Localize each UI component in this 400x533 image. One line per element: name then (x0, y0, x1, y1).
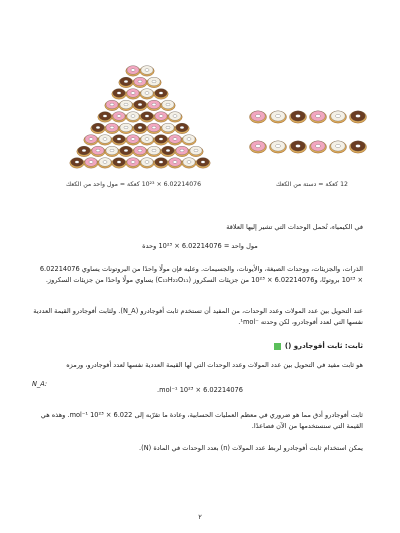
donut-icon (133, 100, 147, 111)
donut-icon (350, 141, 367, 153)
donut-icon (98, 135, 112, 146)
donut-icon (70, 158, 84, 169)
donut-icon (119, 146, 133, 157)
donut-icon (168, 158, 182, 169)
donut-icon (330, 111, 347, 123)
donut-icon (161, 146, 175, 157)
intro-paragraph: في الكيمياء، تُحمل الوحدات التي تشير إليها العلاقة (226, 223, 363, 231)
donut-icon (133, 146, 147, 157)
constant-heading (274, 342, 363, 350)
caption-dozen: 12 كعكة = دستة من الكعك (276, 181, 348, 188)
donut-icon (112, 89, 126, 100)
formula-one-mole: مول واحد = 6.02214076 × 10²³ وحدة (142, 242, 258, 250)
donut-icon (154, 135, 168, 146)
paragraph-particles: الذرات، والجزيئات، ووحدات الصيغة، والأيونات، والجسيمات. وعليه فإن مولًا واحدًا من البروتونات يساوي 6.02214076 × 10²³ بروتونًا، و6.02214076 × 10²³ من جزيئات السكروز (C₁₂H₂₂O₁₁) يساوي مولًا واحدًا من جزيئات السكروز. (39, 265, 363, 284)
donut-icon (147, 146, 161, 157)
donut-icon (250, 141, 267, 153)
donut-icon (140, 66, 154, 77)
donut-dozen-image (248, 98, 368, 178)
donut-icon (126, 89, 140, 100)
donut-icon (175, 123, 189, 134)
donut-icon (168, 135, 182, 146)
donut-icon (140, 135, 154, 146)
paragraph-rounding: ثابت أفوجادرو أدق مما هو ضروري في معظم العمليات الحسابية، وعادة ما تقرّبه إلى 6.022 × 10²³ mol⁻¹. وهذه هي القيمة التي سنستخدمها من الآن فصاعدًا. (40, 411, 363, 430)
page-number: ٢ (198, 513, 202, 521)
donut-icon (105, 100, 119, 111)
donut-icon (112, 112, 126, 123)
donut-icon (330, 141, 347, 153)
donut-icon (77, 146, 91, 157)
donut-icon (126, 66, 140, 77)
donut-icon (91, 123, 105, 134)
constant-heading-text: ثابت: ثابت أفوجادرو () (284, 342, 363, 350)
donut-icon (154, 112, 168, 123)
donut-icon (126, 158, 140, 169)
donut-icon (310, 111, 327, 123)
donut-icon (147, 123, 161, 134)
donut-icon (161, 123, 175, 134)
donut-icon (196, 158, 210, 169)
donut-icon (182, 158, 196, 169)
donut-icon (290, 111, 307, 123)
donut-icon (154, 89, 168, 100)
green-square-icon (274, 343, 281, 350)
donut-icon (91, 146, 105, 157)
donut-icon (84, 158, 98, 169)
donut-icon (84, 135, 98, 146)
donut-icon (126, 135, 140, 146)
donut-icon (133, 123, 147, 134)
donut-icon (189, 146, 203, 157)
donut-icon (119, 123, 133, 134)
donut-icon (133, 77, 147, 88)
donut-pyramid-image (60, 60, 220, 180)
donut-icon (105, 123, 119, 134)
donut-icon (126, 112, 140, 123)
donut-icon (105, 146, 119, 157)
avogadro-formula: 6.02214076 × 10²³ mol⁻¹. (157, 386, 243, 394)
avogadro-symbol: N_A: (32, 380, 48, 388)
constant-definition: هو ثابت مفيد في التحويل بين عدد المولات وعدد الوحدات التي لها القيمة العددية نفسها لعدد أفوجادرو، ورمزه (66, 361, 363, 369)
donut-icon (98, 158, 112, 169)
donut-icon (270, 111, 287, 123)
donut-icon (161, 100, 175, 111)
donut-icon (119, 100, 133, 111)
caption-mole: 6.02214076 × 10²³ كعكة = مول واحد من الكعك (66, 181, 202, 188)
donut-icon (112, 135, 126, 146)
donut-icon (175, 146, 189, 157)
donut-icon (290, 141, 307, 153)
donut-icon (119, 77, 133, 88)
donut-icon (310, 141, 327, 153)
donut-icon (147, 77, 161, 88)
paragraph-relation: يمكن استخدام ثابت أفوجادرو لربط عدد المولات (n) بعدد الوحدات في المادة (N). (139, 444, 363, 452)
donut-icon (350, 111, 367, 123)
donut-icon (182, 135, 196, 146)
donut-icon (147, 100, 161, 111)
donut-icon (250, 111, 267, 123)
donut-icon (140, 158, 154, 169)
donut-icon (140, 112, 154, 123)
donut-icon (112, 158, 126, 169)
donut-icon (98, 112, 112, 123)
donut-icon (168, 112, 182, 123)
paragraph-conversion: عند التحويل بين عدد المولات وعدد الوحدات، من المفيد أن تستخدم ثابت أفوجادرو (N_A). ولثابت أفوجادرو القيمة العددية نفسها التي لعدد أفوجادرو، لكن وحدته ⁻¹mol. (33, 307, 363, 326)
donut-icon (140, 89, 154, 100)
donut-icon (270, 141, 287, 153)
donut-figure (0, 60, 400, 200)
donut-icon (154, 158, 168, 169)
